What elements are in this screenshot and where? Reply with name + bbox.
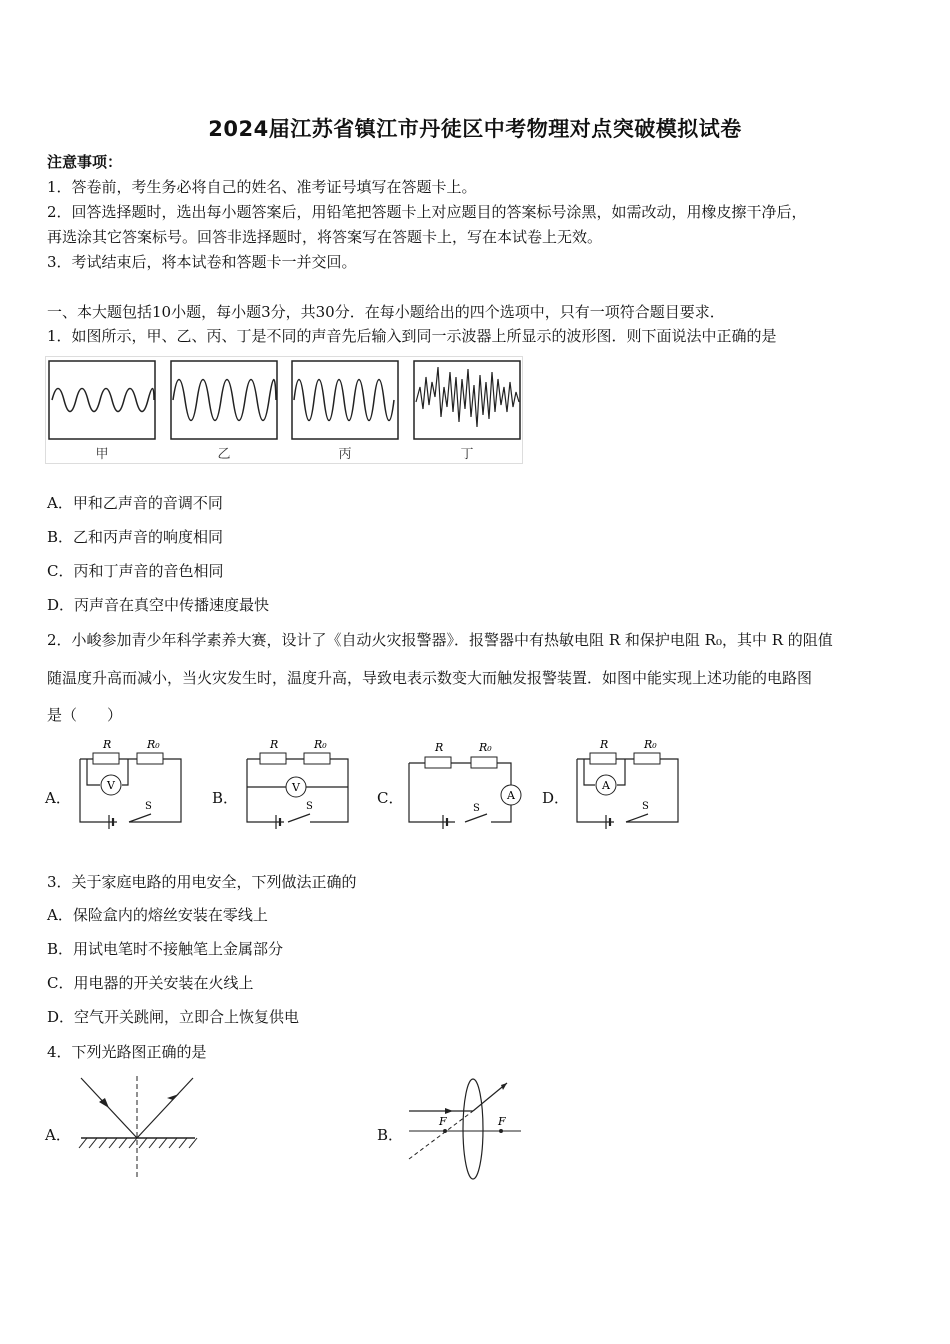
- r-label: R: [435, 741, 444, 754]
- meter-label: A: [507, 789, 515, 802]
- q1-option: A．甲和乙声音的音调不同: [47, 494, 223, 512]
- circuit-diagram-b: [240, 735, 355, 832]
- switch-label: S: [642, 801, 649, 812]
- circuit-diagram-a: [73, 735, 188, 832]
- r0-label: R₀: [479, 741, 492, 754]
- waveform-label: 乙: [217, 447, 231, 462]
- switch-label: S: [306, 801, 313, 812]
- section-heading: 一、本大题包括10小题，每小题3分，共30分．在每小题给出的四个选项中，只有一项符合题目要求．: [47, 303, 725, 321]
- q2-stem: 是（ ）: [47, 706, 123, 724]
- q3-option: D．空气开关跳闸，立即合上恢复供电: [47, 1008, 300, 1026]
- r-label: R: [600, 738, 609, 751]
- focus-label: F: [498, 1115, 506, 1128]
- circuit-diagram-d: [570, 735, 685, 832]
- q2-stem: 2．小峻参加青少年科学素养大赛，设计了《自动火灾报警器》．报警器中有热敏电阻 R 和保护电阻 R₀，其中 R 的阻值: [47, 631, 833, 649]
- q1-option: C．丙和丁声音的音色相同: [47, 562, 224, 580]
- q2-stem: 随温度升高而减小，当火灾发生时，温度升高，导致电表示数变大而触发报警装置．如图中能实现上述功能的电路图: [47, 669, 813, 687]
- q2-option-label: D．: [542, 789, 570, 807]
- notice-item: 再选涂其它答案标号。回答非选择题时，将答案写在答题卡上，写在本试卷上无效。: [47, 228, 603, 246]
- notice-item: 1．答卷前，考生务必将自己的姓名、准考证号填写在答题卡上。: [47, 178, 477, 196]
- q3-stem: 3．关于家庭电路的用电安全，下列做法正确的: [47, 873, 357, 891]
- r-label: R: [270, 738, 279, 751]
- reflection-diagram: [75, 1072, 200, 1182]
- q4-stem: 4．下列光路图正确的是: [47, 1043, 207, 1061]
- waveform-label: 丁: [460, 447, 474, 462]
- r0-label: R₀: [314, 738, 327, 751]
- switch-label: S: [145, 801, 152, 812]
- q1-option: D．丙声音在真空中传播速度最快: [47, 596, 270, 614]
- r-label: R: [103, 738, 112, 751]
- notice-item: 2．回答选择题时，选出每小题答案后，用铅笔把答题卡上对应题目的答案标号涂黑，如需改动，用橡皮擦干净后，: [47, 203, 807, 221]
- q1-option: B．乙和丙声音的响度相同: [47, 528, 224, 546]
- q3-option: A．保险盒内的熔丝安装在零线上: [47, 906, 268, 924]
- circuit-diagram-c: [405, 735, 527, 832]
- q4-option-label: B．: [377, 1126, 404, 1144]
- q3-option: C．用电器的开关安装在火线上: [47, 974, 254, 992]
- q1-waveform-figure: [45, 356, 523, 464]
- q2-option-label: A．: [45, 789, 71, 807]
- focus-label: F: [439, 1115, 447, 1128]
- meter-label: V: [292, 781, 300, 794]
- r0-label: R₀: [644, 738, 657, 751]
- q4-option-label: A．: [45, 1126, 71, 1144]
- q3-option: B．用试电笔时不接触笔上金属部分: [47, 940, 284, 958]
- r0-label: R₀: [147, 738, 160, 751]
- waveform-label: 甲: [95, 447, 109, 462]
- notice-heading: 注意事项：: [47, 153, 123, 171]
- page-title: 2024届江苏省镇江市丹徒区中考物理对点突破模拟试卷: [208, 117, 742, 141]
- meter-label: A: [602, 779, 610, 792]
- waveform-label: 丙: [338, 447, 352, 462]
- meter-label: V: [107, 779, 115, 792]
- waveform-diagram: [46, 357, 524, 465]
- notice-item: 3．考试结束后，将本试卷和答题卡一并交回。: [47, 253, 357, 271]
- switch-label: S: [473, 803, 480, 814]
- q1-stem: 1．如图所示，甲、乙、丙、丁是不同的声音先后输入到同一示波器上所显示的波形图．则下面说法中正确的是: [47, 327, 777, 345]
- lens-diagram: [405, 1075, 525, 1183]
- q2-option-label: B．: [212, 789, 239, 807]
- q2-option-label: C．: [377, 789, 404, 807]
